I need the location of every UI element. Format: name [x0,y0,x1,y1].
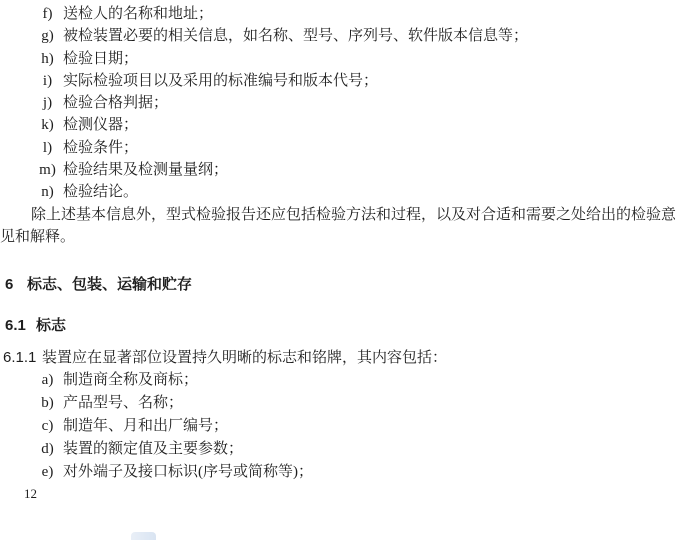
clause-6-1-1 [0,347,676,369]
list-item-text: 装置的额定值及主要参数； [63,441,244,458]
list-item [0,392,676,415]
list-item [0,92,676,114]
list-item [0,369,676,392]
clause-6-1-1-text: 装置应在显著部位设置持久明晰的标志和铭牌，其内容包括： [42,349,448,366]
list-item [0,114,676,136]
list-item [0,25,676,47]
list-item-letter: g) [41,28,54,45]
list-item [0,159,676,181]
list-item-letter: n) [41,184,54,201]
list-item-letter: a) [41,372,54,389]
list-item [0,48,676,70]
list-item [0,137,676,159]
list-item-letter: d) [41,441,54,458]
list-item [0,181,676,203]
list-item-letter: f) [42,6,53,22]
section-6-1-heading [0,315,676,337]
list-item-text: 检验结果及检测量量纲； [63,162,229,179]
section-6-title: 标志、包装、运输和贮存 [27,276,193,294]
list-item-letter: k) [41,117,54,134]
list-item-letter: m) [39,162,56,179]
list-item-text: 实际检验项目以及采用的标准编号和版本代号； [63,72,379,89]
list-item-text: 检验条件； [63,139,139,156]
list-item-letter: c) [41,418,54,435]
list-item-letter: b) [41,395,54,412]
list-item-text: 制造年、月和出厂编号； [63,418,229,435]
list-item-text: 产品型号、名称； [63,395,184,412]
list-a-to-e [0,369,676,484]
section-6-1-number: 6.1 [5,316,26,334]
list-item [0,415,676,438]
list-item [0,3,676,25]
list-item-text: 检验结论。 [63,184,139,201]
section-6-heading [0,274,676,296]
closing-paragraph: 除上述基本信息外，型式检验报告还应包括检验方法和过程，以及对合适和需要之处给出的检验意见和解释。 [0,206,676,245]
list-f-to-n [0,3,676,204]
list-item-letter: l) [42,139,53,156]
clause-6-1-1-number: 6.1.1 [3,348,37,366]
list-item-letter: e) [41,464,54,481]
list-item-letter: j) [42,95,53,112]
section-6-1-title: 标志 [36,316,67,334]
list-item-letter: i) [42,72,53,89]
list-item-text: 被检装置必要的相关信息，如名称、型号、序列号、软件版本信息等； [63,28,529,45]
list-item-text: 检验日期； [63,50,139,67]
list-item [0,70,676,92]
list-item-letter: h) [41,50,54,67]
page-number: 12 [24,486,37,502]
list-item-text: 送检人的名称和地址； [63,6,214,22]
bottom-ui-artifact [131,532,156,540]
list-item-text: 检测仪器； [63,117,139,134]
list-item-text: 对外端子及接口标识(序号或简称等)； [63,464,313,481]
list-item [0,438,676,461]
list-item-text: 检验合格判据； [63,95,169,112]
section-6-number: 6 [5,276,14,294]
list-item-text: 制造商全称及商标； [63,372,199,389]
list-item [0,461,676,484]
